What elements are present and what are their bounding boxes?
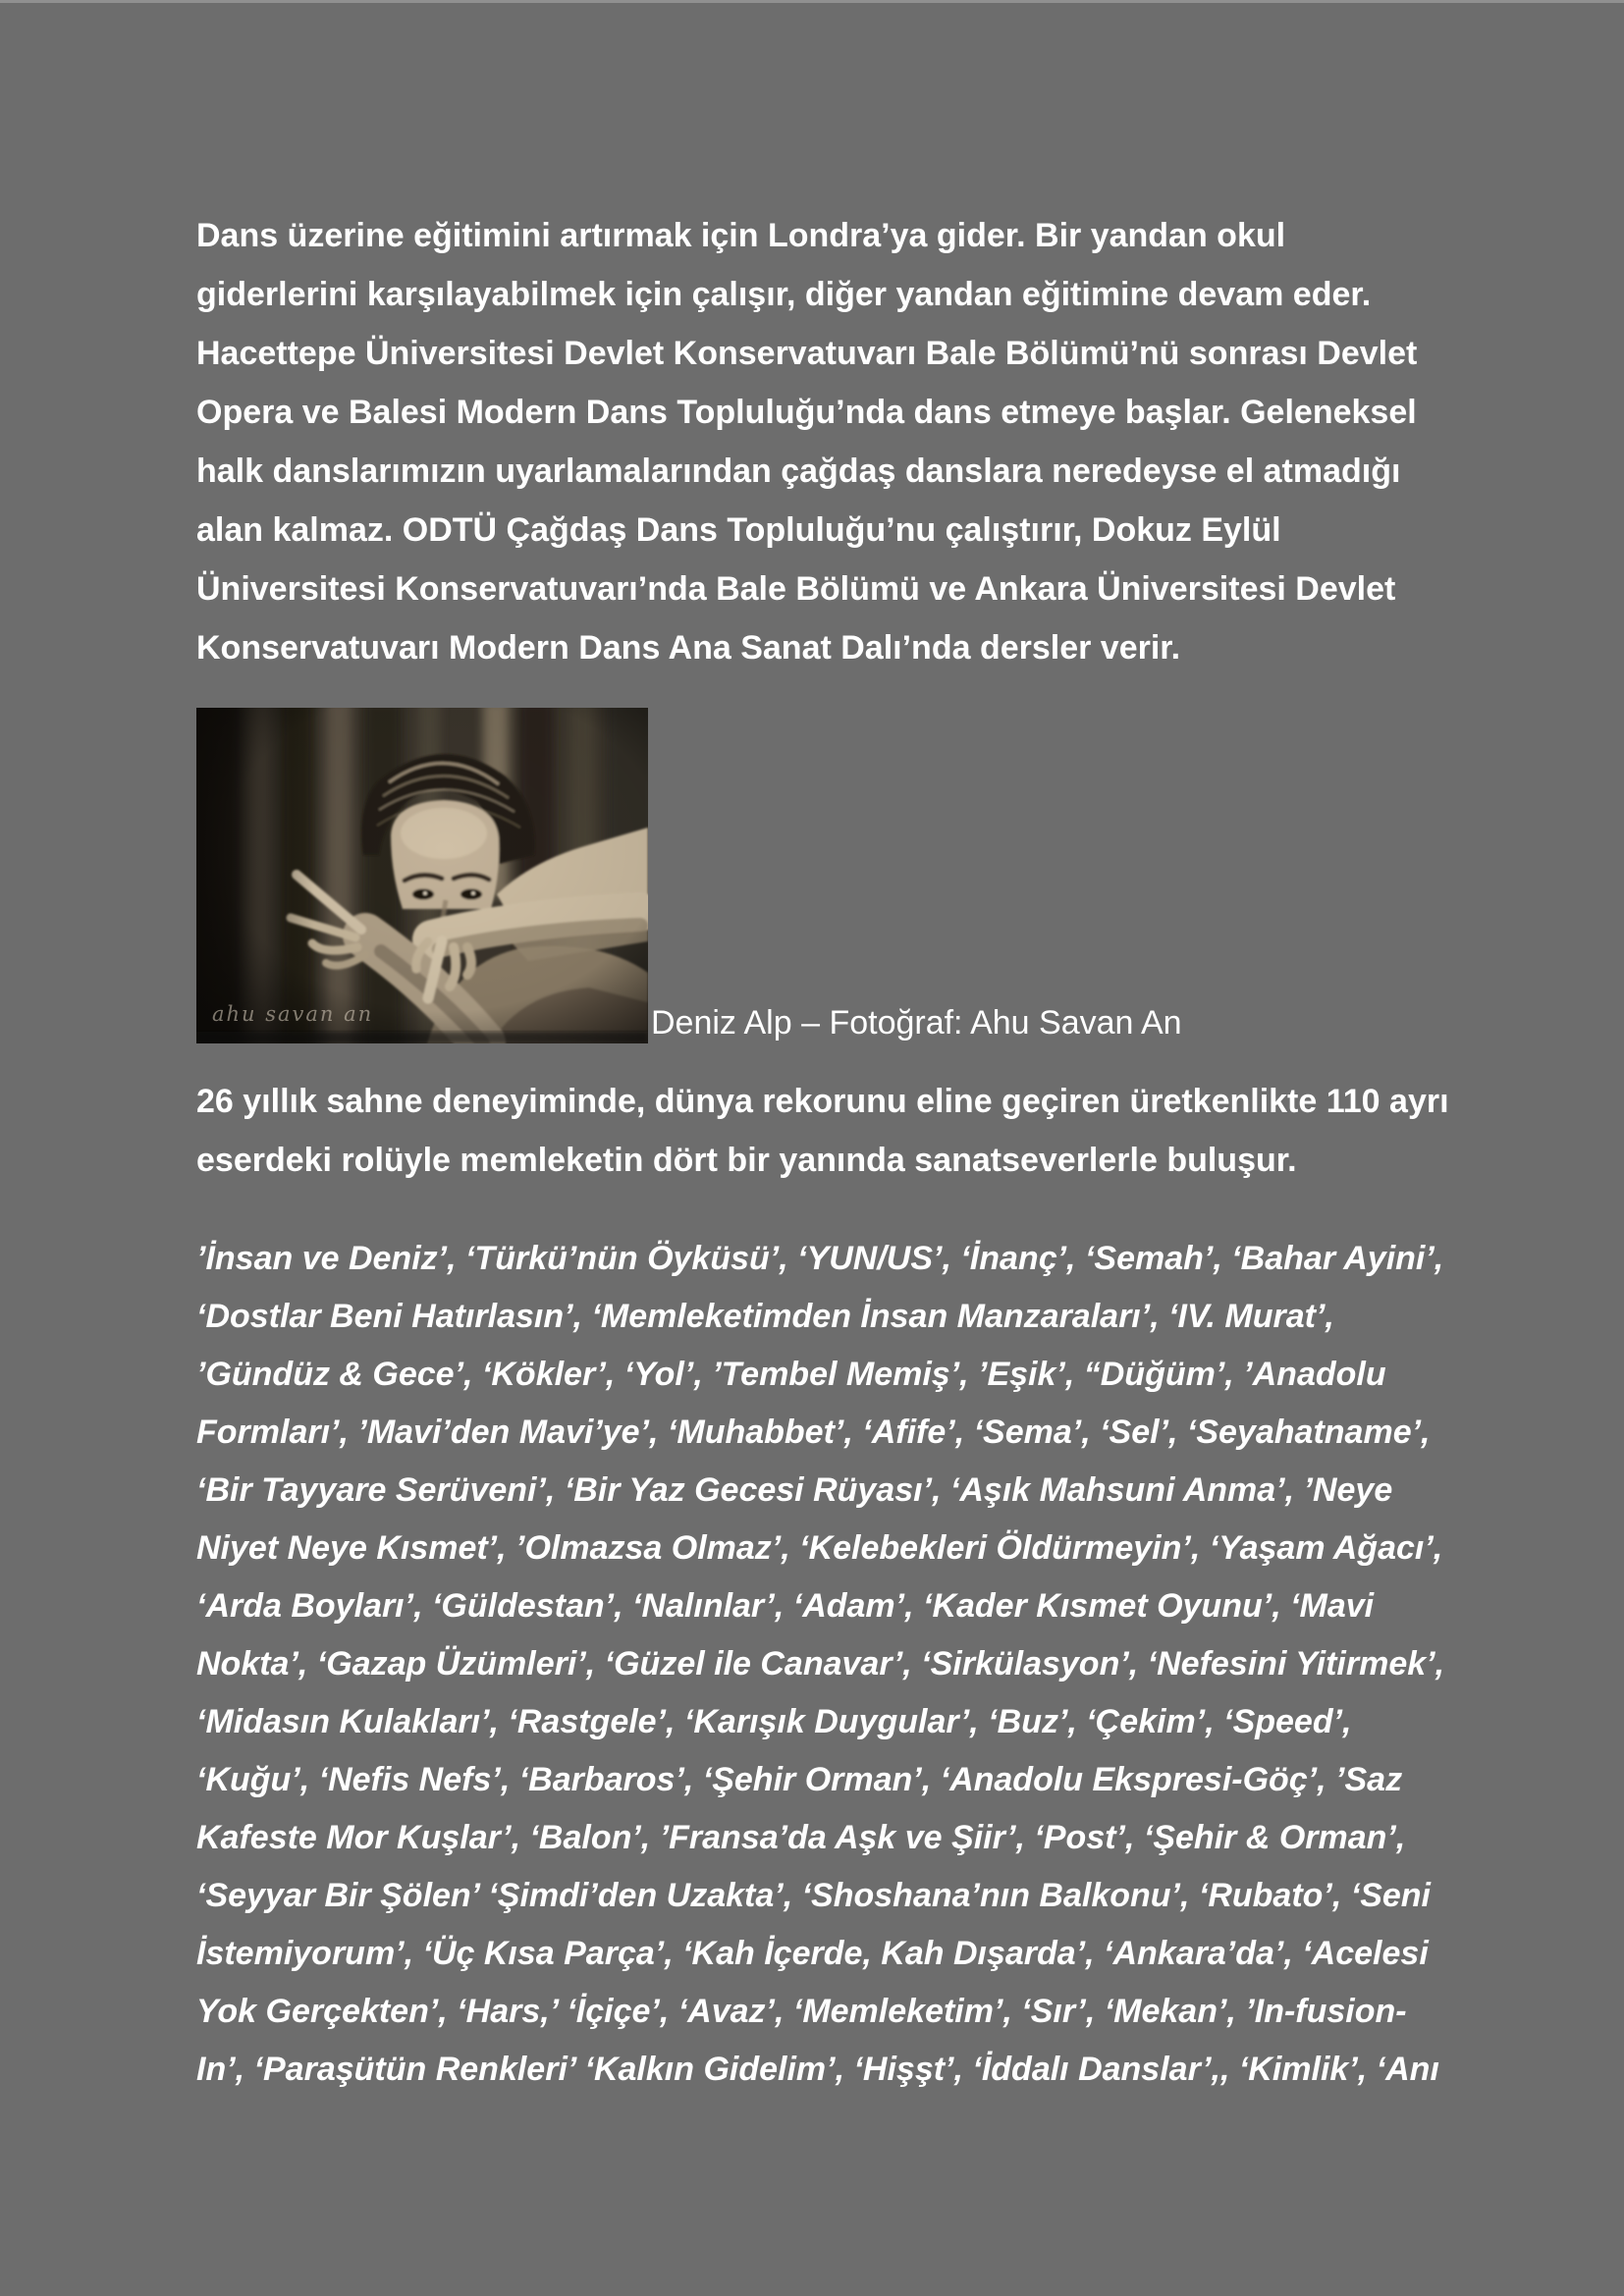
text-line: eserdeki rolüyle memleketin dört bir yanında sanatseverlerle buluşur.	[196, 1142, 1297, 1179]
text-line: Dans üzerine eğitimini artırmak için Londra’ya gider. Bir yandan okul	[196, 217, 1286, 254]
text-line: giderlerini karşılayabilmek için çalışır, diğer yandan eğitimine devam eder.	[196, 276, 1372, 313]
text-line: alan kalmaz. ODTÜ Çağdaş Dans Topluluğu’nu çalıştırır, Dokuz Eylül	[196, 511, 1281, 549]
text-line: ‘Bir Tayyare Serüveni’, ‘Bir Yaz Gecesi Rüyası’, ‘Aşık Mahsuni Anma’, ’Neye	[196, 1471, 1393, 1509]
photo-watermark: ahu savan an	[212, 1002, 374, 1026]
bio-paragraph-1	[196, 206, 1473, 677]
photo-caption: Deniz Alp – Fotoğraf: Ahu Savan An	[651, 1004, 1182, 1041]
page-top-strip	[0, 0, 1624, 3]
dancer-photo	[196, 708, 648, 1043]
text-line: Üniversitesi Konservatuvarı’nda Bale Bölümü ve Ankara Üniversitesi Devlet	[196, 570, 1396, 608]
text-line: halk danslarımızın uyarlamalarından çağdaş danslara neredeyse el atmadığı	[196, 453, 1401, 490]
text-line: ‘Dostlar Beni Hatırlasın’, ‘Memleketimden İnsan Manzaraları’, ‘IV. Murat’,	[196, 1298, 1334, 1335]
text-line: ‘Arda Boyları’, ‘Güldestan’, ‘Nalınlar’, ‘Adam’, ‘Kader Kısmet Oyunu’, ‘Mavi	[196, 1587, 1375, 1625]
text-line: ‘Midasın Kulakları’, ‘Rastgele’, ‘Karışık Duygular’, ‘Buz’, ‘Çekim’, ‘Speed’,	[196, 1703, 1352, 1740]
text-line: Opera ve Balesi Modern Dans Topluluğu’nda dans etmeye başlar. Geleneksel	[196, 394, 1417, 431]
text-line: Kafeste Mor Kuşlar’, ‘Balon’, ’Fransa’da Aşk ve Şiir’, ‘Post’, ‘Şehir & Orman’,	[196, 1819, 1406, 1856]
text-line: ’Gündüz & Gece’, ‘Kökler’, ‘Yol’, ’Tembel Memiş’, ’Eşik’, “Düğüm’, ’Anadolu	[196, 1356, 1386, 1393]
text-line: ‘Seyyar Bir Şölen’ ‘Şimdi’den Uzakta’, ‘Shoshana’nın Balkonu’, ‘Rubato’, ‘Seni	[196, 1877, 1432, 1914]
text-line: 26 yıllık sahne deneyiminde, dünya rekorunu eline geçiren üretkenlikte 110 ayrı	[196, 1083, 1449, 1120]
photo-row	[196, 708, 1182, 1043]
dancer-photo-art	[196, 708, 648, 1043]
text-line: Niyet Neye Kısmet’, ’Olmazsa Olmaz’, ‘Kelebekleri Öldürmeyin’, ‘Yaşam Ağacı’,	[196, 1529, 1443, 1567]
works-paragraph	[196, 1230, 1473, 2099]
text-line: Formları’, ’Mavi’den Mavi’ye’, ‘Muhabbet’, ‘Afife’, ‘Sema’, ‘Sel’, ‘Seyahatname’,	[196, 1414, 1431, 1451]
text-line: Hacettepe Üniversitesi Devlet Konservatuvarı Bale Bölümü’nü sonrası Devlet	[196, 335, 1418, 372]
text-line: Konservatuvarı Modern Dans Ana Sanat Dalı’nda dersler verir.	[196, 629, 1181, 667]
text-line: ’İnsan ve Deniz’, ‘Türkü’nün Öyküsü’, ‘YUN/US’, ‘İnanç’, ‘Semah’, ‘Bahar Ayini’,	[196, 1240, 1444, 1277]
text-line: ‘Kuğu’, ‘Nefis Nefs’, ‘Barbaros’, ‘Şehir Orman’, ‘Anadolu Ekspresi-Göç’, ’Saz	[196, 1761, 1403, 1798]
text-line: Yok Gerçekten’, ‘Hars,’ ‘İçiçe’, ‘Avaz’, ‘Memleketim’, ‘Sır’, ‘Mekan’, ’In-fusion-	[196, 1993, 1407, 2030]
bio-paragraph-2	[196, 1072, 1473, 1190]
text-line: Nokta’, ‘Gazap Üzümleri’, ‘Güzel ile Canavar’, ‘Sirkülasyon’, ‘Nefesini Yitirmek’,	[196, 1645, 1445, 1682]
text-line: İstemiyorum’, ‘Üç Kısa Parça’, ‘Kah İçerde, Kah Dışarda’, ‘Ankara’da’, ‘Acelesi	[196, 1935, 1429, 1972]
text-line: In’, ‘Paraşütün Renkleri’ ‘Kalkın Gidelim’, ‘Hişşt’, ‘İddalı Danslar’,, ‘Kimlik’, ‘Anı	[196, 2051, 1439, 2088]
